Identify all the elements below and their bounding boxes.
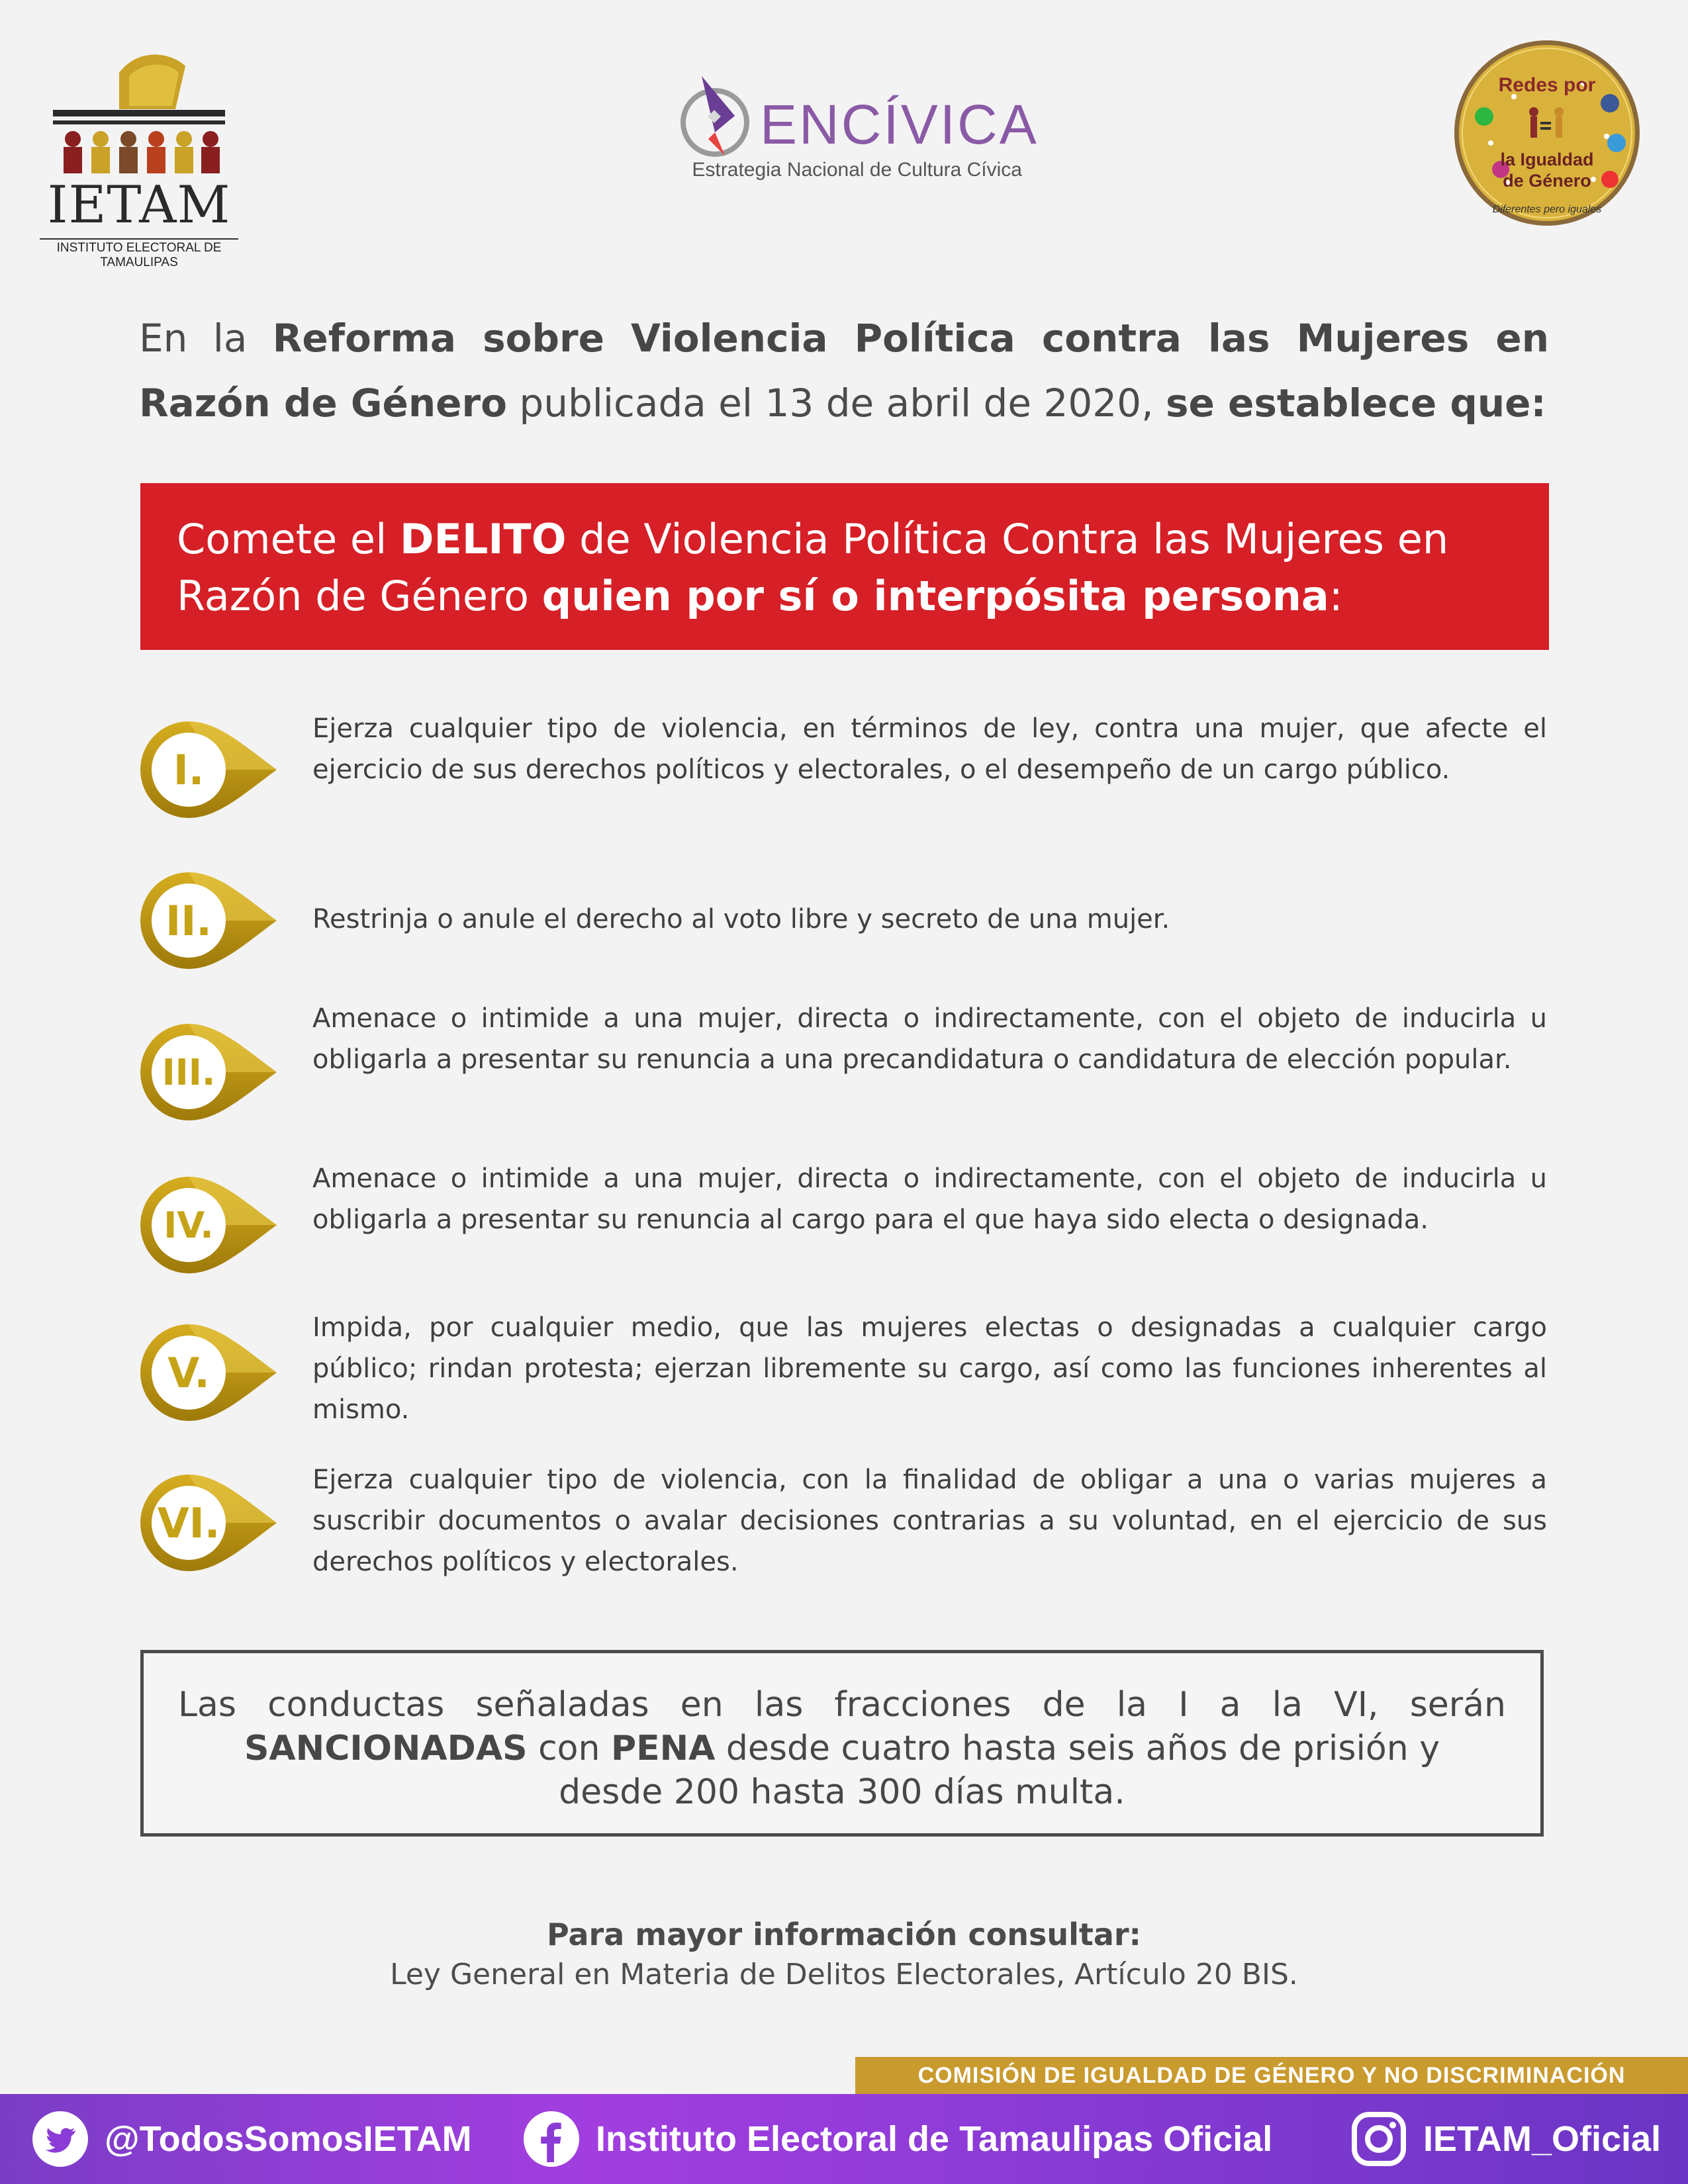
sanction-line-3: desde 200 hasta 300 días multa. [559,1772,1125,1812]
sanction-text-3: desde cuatro hasta seis años de prisión y [715,1729,1440,1768]
instagram-icon [1350,2111,1407,2167]
twitter-handle: @TodosSomosIETAM [105,2119,472,2159]
item-text-1: Ejerza cualquier tipo de violencia, en términos de ley, contra una mujer, que afecte el ejercicio de sus derechos políticos y electorales, o el desempeño de un cargo público. [312,713,1547,785]
compass-icon [675,69,761,169]
banner-text-2: de Violencia Política Contra las Mujeres en Razón de Género [177,515,1449,620]
ietam-logo [40,46,238,269]
crime-banner [140,483,1549,650]
banner-delito: DELITO [400,515,567,563]
item-badge-4 [139,1175,278,1281]
item-badge-2 [139,871,278,977]
sanction-paragraph [178,1683,1506,1770]
item-text-3: Amenace o intimide a una mujer, directa o indirectamente, con el objeto de inducirla u obligarla a presentar su renuncia a una precandidatura o candidatura de elección popular. [312,1003,1547,1075]
facebook-link[interactable] [523,2094,1272,2184]
item-numeral: IV. [164,1204,214,1246]
item-text-2: Restrinja o anule el derecho al voto libre y secreto de una mujer. [312,904,1170,934]
sanction-text-2: con [527,1729,611,1768]
ietam-logo-subtitle: INSTITUTO ELECTORAL DE TAMAULIPAS [40,238,238,270]
item-badge-5 [139,1323,278,1429]
item-badge-6 [139,1473,278,1579]
ietam-emblem-icon [40,46,238,179]
intro-reform-name: Reforma sobre Violencia Política contra las Mujeres en Razón de Género [139,316,1550,426]
item-text-6: Ejerza cualquier tipo de violencia, con la finalidad de obligar a una o varias mujeres a suscribir documentos o avalar decisiones contrarias a su voluntad, en el ejercicio de sus derechos políticos y electorales. [312,1465,1547,1577]
banner-quien: quien por sí o interpósita persona [541,572,1329,620]
ietam-logo-name: IETAM [47,175,231,235]
instagram-handle: IETAM_Oficial [1423,2119,1662,2159]
facebook-page-name: Instituto Electoral de Tamaulipas Oficial [596,2119,1273,2159]
redes-logo-line2: la Igualdad [1500,150,1594,169]
intro-text-1: En la [139,316,273,361]
intro-establishes: se establece que: [1165,381,1546,426]
encivica-logo-word: ENCÍVICA [760,93,1039,156]
banner-text-1: Comete el [177,515,400,563]
redes-logo-line1: Redes por [1498,74,1596,96]
item-badge-1 [139,720,278,826]
item-numeral: V. [167,1348,210,1397]
twitter-icon [32,2111,89,2167]
instagram-link[interactable] [1350,2094,1661,2184]
encivica-logo [675,63,1039,195]
sanction-box [140,1650,1544,1837]
social-footer [0,2094,1688,2184]
item-numeral: III. [162,1051,216,1093]
redes-logo-line3: de Género [1503,171,1591,191]
redes-seal-icon [1451,37,1643,229]
commission-label: COMISIÓN DE IGUALDAD DE GÉNERO Y NO DISCRIMINACIÓN [855,2057,1688,2094]
intro-paragraph [139,306,1549,435]
info-title: Para mayor información consultar: [547,1917,1141,1952]
item-numeral: I. [173,745,205,794]
banner-text-3: : [1329,572,1343,620]
item-numeral: II. [165,896,212,945]
twitter-link[interactable] [32,2094,472,2184]
intro-text-2: publicada el 13 de abril de 2020, [506,381,1166,426]
info-reference: Ley General en Materia de Delitos Electorales, Artículo 20 BIS. [390,1958,1298,1991]
facebook-icon [523,2111,580,2167]
item-text-5: Impida, por cualquier medio, que las mujeres electas o designadas a cualquier cargo público; rindan protesta; ejerzan libremente su cargo, así como las funciones inherentes al mismo. [312,1312,1547,1425]
item-text-4: Amenace o intimide a una mujer, directa o indirectamente, con el objeto de inducirla u obligarla a presentar su renuncia al cargo para el que haya sido electa o designada. [312,1163,1547,1235]
sanction-text-1: Las conductas señaladas en las fracciones de la I a la VI, serán [178,1685,1506,1725]
redes-logo [1451,37,1643,229]
sanction-pena: PENA [610,1729,716,1768]
item-badge-3 [139,1023,278,1128]
item-numeral: VI. [157,1498,220,1547]
redes-logo-motto: Diferentes pero iguales [1492,204,1602,215]
sanction-sancionadas: SANCIONADAS [244,1729,528,1768]
encivica-tagline: Estrategia Nacional de Cultura Cívica [692,159,1022,181]
